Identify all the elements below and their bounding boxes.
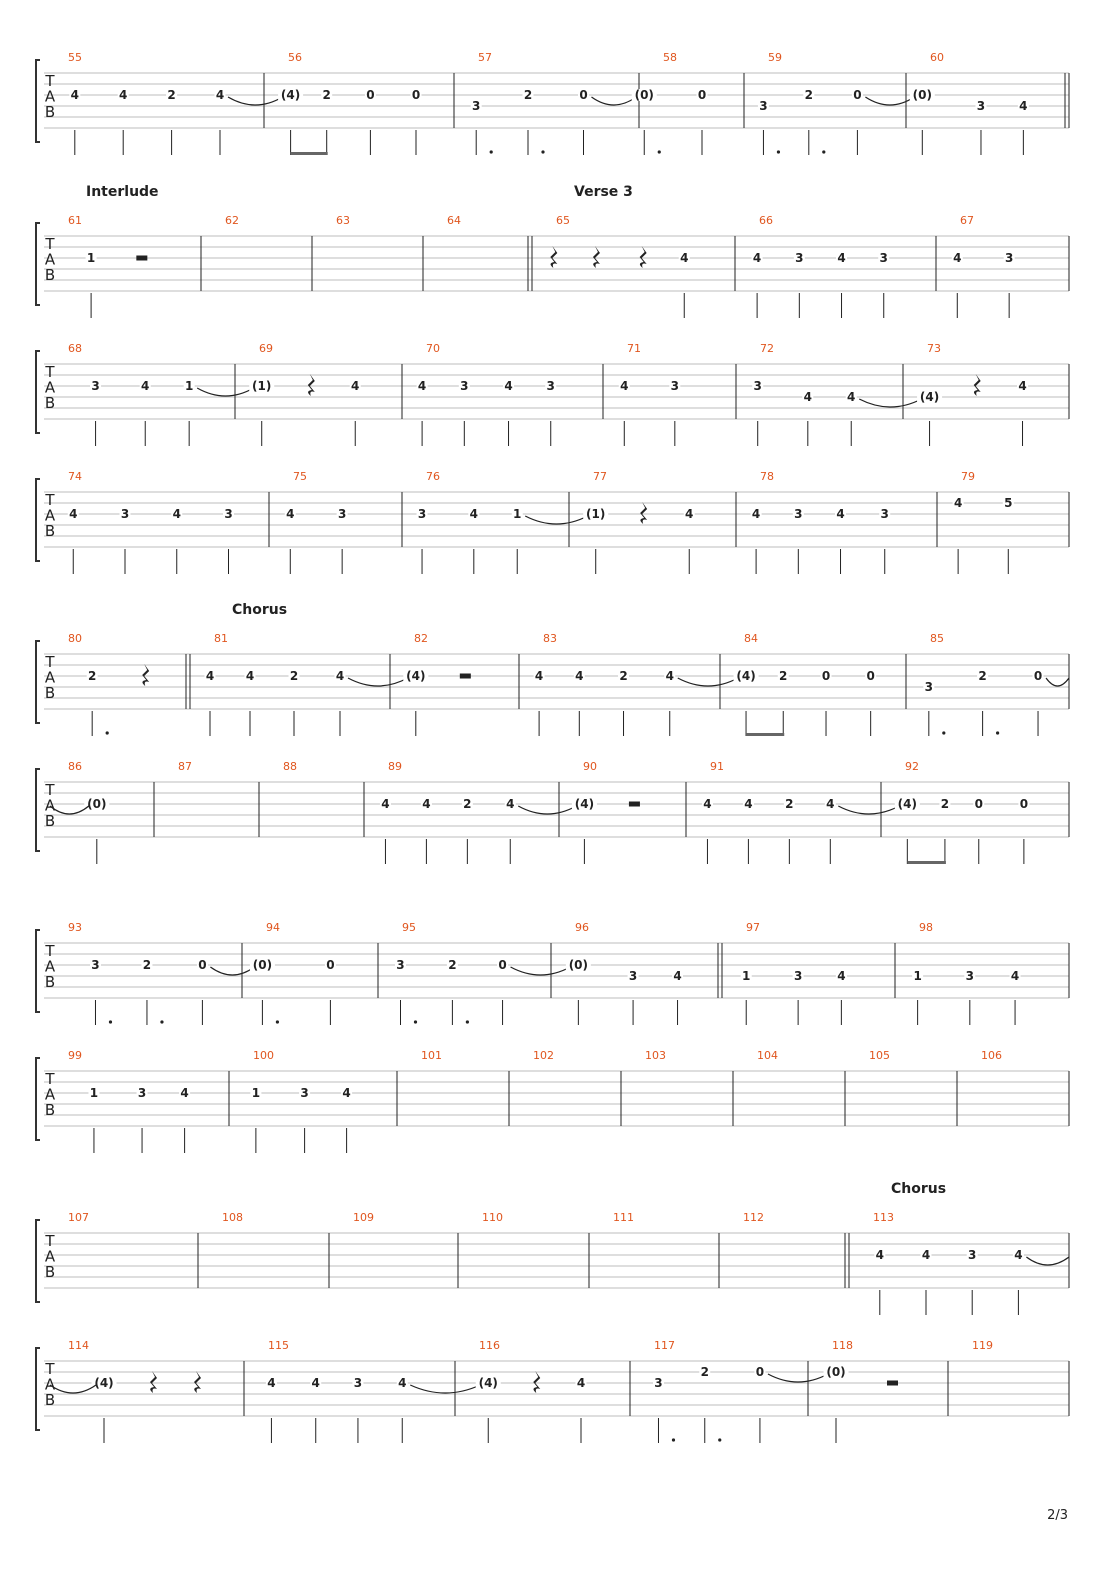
duration-dot xyxy=(160,1020,163,1023)
tie-arc xyxy=(768,1374,828,1382)
measure-number: 83 xyxy=(543,632,557,645)
system-bracket xyxy=(36,223,40,305)
fret-number: (4) xyxy=(897,797,917,811)
tie-arc xyxy=(592,97,637,105)
fret-number: 1 xyxy=(86,251,96,265)
measure-number: 110 xyxy=(482,1211,503,1224)
quarter-rest xyxy=(194,1371,201,1393)
duration-dot xyxy=(414,1020,417,1023)
fret-number: 3 xyxy=(396,958,405,972)
fret-number: 1 xyxy=(742,969,751,983)
measure-number: 59 xyxy=(768,51,782,64)
tie-arc xyxy=(525,516,587,524)
fret-number: (0) xyxy=(252,958,273,972)
tie-arc xyxy=(410,1385,480,1393)
duration-dot xyxy=(109,1020,112,1023)
fret-number: 4 xyxy=(335,669,345,683)
system-bracket xyxy=(36,479,40,561)
quarter-rest xyxy=(640,246,647,268)
tie-arc xyxy=(511,967,571,975)
duration-dot xyxy=(942,731,945,734)
measure-number: 69 xyxy=(259,342,273,355)
fret-number: (4) xyxy=(280,88,301,102)
measure-number: 100 xyxy=(253,1049,274,1062)
measure-number: 76 xyxy=(426,470,440,483)
half-rest xyxy=(136,256,147,261)
fret-number: 3 xyxy=(300,1086,309,1100)
measure-number: 68 xyxy=(68,342,82,355)
fret-number: 3 xyxy=(460,379,469,393)
tab-clef-letter: A xyxy=(44,87,56,106)
duration-dot xyxy=(718,1438,721,1441)
fret-number: 4 xyxy=(620,379,629,393)
measure-number: 78 xyxy=(760,470,774,483)
quarter-rest xyxy=(974,374,981,396)
measure-number: 65 xyxy=(556,214,570,227)
quarter-rest xyxy=(640,502,647,524)
fret-number: 4 xyxy=(1010,969,1020,983)
measure-number: 91 xyxy=(710,760,724,773)
half-rest xyxy=(887,1381,898,1386)
fret-number: (0) xyxy=(87,797,107,811)
measure-number: 70 xyxy=(426,342,440,355)
measure-number: 106 xyxy=(981,1049,1002,1062)
tie-arc xyxy=(50,1385,96,1393)
duration-dot xyxy=(541,150,544,153)
measure-number: 79 xyxy=(961,470,975,483)
measure-number: 107 xyxy=(68,1211,89,1224)
tab-clef-letter: A xyxy=(44,957,56,976)
fret-number: (4) xyxy=(919,390,940,404)
system-bracket xyxy=(36,930,40,1012)
tie-arc xyxy=(348,678,408,686)
tie-arc xyxy=(210,967,254,975)
fret-number: 4 xyxy=(398,1376,407,1390)
measure-number: 86 xyxy=(68,760,82,773)
fret-number: 2 xyxy=(167,88,176,102)
measure-number: 95 xyxy=(402,921,416,934)
fret-number: 4 xyxy=(342,1086,351,1100)
fret-number: 1 xyxy=(913,969,922,983)
duration-dot xyxy=(658,150,661,153)
tie-arc xyxy=(1026,1257,1069,1265)
tab-clef-letter: A xyxy=(44,668,56,687)
system-bracket xyxy=(36,1348,40,1430)
fret-number: 4 xyxy=(69,507,78,521)
fret-number: 3 xyxy=(759,99,768,113)
beam xyxy=(907,861,946,864)
quarter-rest xyxy=(533,1371,540,1393)
tab-clef-letter: B xyxy=(44,266,56,284)
tab-clef-letter: T xyxy=(45,363,55,381)
fret-number: (0) xyxy=(912,88,932,102)
quarter-rest xyxy=(593,246,600,268)
fret-number: (4) xyxy=(736,669,756,683)
duration-dot xyxy=(466,1020,469,1023)
fret-number: 3 xyxy=(137,1086,147,1100)
fret-number: 4 xyxy=(837,969,846,983)
fret-number: 2 xyxy=(785,797,794,811)
fret-number: 4 xyxy=(703,797,712,811)
system-bracket xyxy=(36,769,40,851)
fret-number: 3 xyxy=(794,507,803,521)
fret-number: (1) xyxy=(586,507,606,521)
fret-number: 4 xyxy=(921,1248,931,1262)
measure-number: 103 xyxy=(645,1049,666,1062)
measure-number: 89 xyxy=(388,760,402,773)
fret-number: 3 xyxy=(976,99,986,113)
section-label: Interlude xyxy=(86,184,159,200)
fret-number: 3 xyxy=(753,379,762,393)
fret-number: (4) xyxy=(94,1376,114,1390)
measure-number: 108 xyxy=(222,1211,243,1224)
fret-number: (0) xyxy=(568,958,589,972)
fret-number: 0 xyxy=(579,88,588,102)
fret-number: 4 xyxy=(215,88,225,102)
fret-number: 2 xyxy=(289,669,299,683)
fret-number: 0 xyxy=(821,669,831,683)
fret-number: 4 xyxy=(1018,379,1027,393)
fret-number: 2 xyxy=(142,958,152,972)
measure-number: 74 xyxy=(68,470,82,483)
tie-arc xyxy=(838,806,899,814)
tab-clef-letter: B xyxy=(44,1391,56,1409)
fret-number: 4 xyxy=(504,379,513,393)
tab-clef-letter: T xyxy=(45,1232,55,1250)
tab-clef-letter: B xyxy=(44,973,56,991)
tie-arc xyxy=(50,806,89,814)
fret-number: 2 xyxy=(322,88,331,102)
measure-number: 80 xyxy=(68,632,82,645)
fret-number: 0 xyxy=(366,88,375,102)
tie-arc xyxy=(197,388,254,396)
fret-number: 1 xyxy=(513,507,522,521)
fret-number: (4) xyxy=(574,797,595,811)
fret-number: 4 xyxy=(245,669,255,683)
measure-number: 71 xyxy=(627,342,641,355)
fret-number: 0 xyxy=(411,88,421,102)
fret-number: (4) xyxy=(478,1376,498,1390)
page-number: 2/3 xyxy=(1047,1508,1068,1523)
measure-number: 101 xyxy=(421,1049,442,1062)
fret-number: 4 xyxy=(311,1376,320,1390)
measure-number: 56 xyxy=(288,51,302,64)
fret-number: 4 xyxy=(422,797,431,811)
fret-number: 4 xyxy=(286,507,295,521)
tab-clef-letter: B xyxy=(44,103,56,121)
fret-number: 0 xyxy=(853,88,862,102)
measure-number: 85 xyxy=(930,632,944,645)
tie-arc xyxy=(678,678,738,686)
tie-arc xyxy=(518,806,576,814)
measure-number: 77 xyxy=(593,470,607,483)
half-rest xyxy=(629,802,640,807)
fret-number: 4 xyxy=(506,797,515,811)
fret-number: 4 xyxy=(351,379,360,393)
fret-number: 4 xyxy=(381,797,390,811)
fret-number: 4 xyxy=(575,669,584,683)
duration-dot xyxy=(672,1438,675,1441)
fret-number: 0 xyxy=(326,958,335,972)
fret-number: 3 xyxy=(795,251,804,265)
tab-clef-letter: T xyxy=(45,942,55,960)
fret-number: 3 xyxy=(968,1248,977,1262)
fret-number: 4 xyxy=(665,669,674,683)
tab-clef-letter: A xyxy=(44,378,56,397)
fret-number: 0 xyxy=(755,1365,765,1379)
tab-clef-letter: A xyxy=(44,506,56,525)
tab-clef-letter: T xyxy=(45,1360,55,1378)
tab-clef-letter: B xyxy=(44,1101,56,1119)
measure-number: 99 xyxy=(68,1049,82,1062)
quarter-rest xyxy=(142,664,149,686)
measure-number: 92 xyxy=(905,760,919,773)
fret-number: 4 xyxy=(205,669,215,683)
measure-number: 64 xyxy=(447,214,461,227)
fret-number: 2 xyxy=(463,797,472,811)
duration-dot xyxy=(777,150,780,153)
measure-number: 114 xyxy=(68,1339,89,1352)
fret-number: 4 xyxy=(751,507,761,521)
fret-number: 3 xyxy=(120,507,130,521)
fret-number: 4 xyxy=(417,379,427,393)
section-label: Chorus xyxy=(891,1181,947,1197)
tab-clef-letter: B xyxy=(44,522,56,540)
fret-number: 4 xyxy=(180,1086,189,1100)
fret-number: 2 xyxy=(88,669,97,683)
fret-number: 4 xyxy=(803,390,812,404)
measure-number: 94 xyxy=(266,921,280,934)
fret-number: (0) xyxy=(634,88,654,102)
tab-clef-letter: T xyxy=(45,72,55,90)
measure-number: 102 xyxy=(533,1049,554,1062)
tab-clef-letter: A xyxy=(44,250,56,269)
tab-clef-letter: T xyxy=(45,491,55,509)
duration-dot xyxy=(276,1020,279,1023)
tie-arc xyxy=(865,97,914,105)
measure-number: 104 xyxy=(757,1049,778,1062)
measure-number: 82 xyxy=(414,632,428,645)
fret-number: (4) xyxy=(406,669,426,683)
fret-number: 4 xyxy=(953,496,963,510)
measure-number: 87 xyxy=(178,760,192,773)
fret-number: 2 xyxy=(804,88,813,102)
measure-number: 111 xyxy=(613,1211,634,1224)
measure-number: 90 xyxy=(583,760,597,773)
fret-number: 4 xyxy=(680,251,689,265)
measure-number: 73 xyxy=(927,342,941,355)
fret-number: 0 xyxy=(1033,669,1043,683)
fret-number: 3 xyxy=(628,969,638,983)
measure-number: 62 xyxy=(225,214,239,227)
tab-clef-letter: B xyxy=(44,1263,56,1281)
system-bracket xyxy=(36,1058,40,1140)
fret-number: 4 xyxy=(685,507,694,521)
tie-arc xyxy=(1046,678,1069,686)
measure-number: 81 xyxy=(214,632,228,645)
measure-number: 97 xyxy=(746,921,760,934)
measure-number: 63 xyxy=(336,214,350,227)
measure-number: 57 xyxy=(478,51,492,64)
fret-number: 3 xyxy=(879,251,888,265)
system-bracket xyxy=(36,1220,40,1302)
fret-number: 2 xyxy=(448,958,457,972)
fret-number: 3 xyxy=(224,507,233,521)
measure-number: 72 xyxy=(760,342,774,355)
fret-number: 4 xyxy=(119,88,128,102)
fret-number: 4 xyxy=(953,251,962,265)
quarter-rest xyxy=(308,374,315,396)
system-bracket xyxy=(36,351,40,433)
tab-clef-letter: A xyxy=(44,1375,56,1394)
fret-number: 4 xyxy=(875,1248,884,1262)
fret-number: 4 xyxy=(837,251,846,265)
fret-number: 4 xyxy=(826,797,835,811)
measure-number: 67 xyxy=(960,214,974,227)
fret-number: 4 xyxy=(673,969,682,983)
fret-number: 0 xyxy=(198,958,207,972)
fret-number: 1 xyxy=(89,1086,99,1100)
measure-number: 105 xyxy=(869,1049,890,1062)
fret-number: (0) xyxy=(826,1365,846,1379)
fret-number: 2 xyxy=(523,88,533,102)
measure-number: 113 xyxy=(873,1211,894,1224)
measure-number: 115 xyxy=(268,1339,289,1352)
quarter-rest xyxy=(550,246,557,268)
fret-number: 3 xyxy=(965,969,974,983)
fret-number: 0 xyxy=(1019,797,1029,811)
measure-number: 88 xyxy=(283,760,297,773)
tab-clef-letter: B xyxy=(44,684,56,702)
fret-number: 4 xyxy=(141,379,150,393)
fret-number: 3 xyxy=(417,507,427,521)
fret-number: 2 xyxy=(700,1365,709,1379)
system-bracket xyxy=(36,60,40,142)
fret-number: 0 xyxy=(697,88,707,102)
fret-number: 4 xyxy=(836,507,845,521)
tab-clef-letter: A xyxy=(44,1247,56,1266)
fret-number: 4 xyxy=(469,507,478,521)
duration-dot xyxy=(490,150,493,153)
measure-number: 112 xyxy=(743,1211,764,1224)
fret-number: 2 xyxy=(779,669,788,683)
tab-clef-letter: B xyxy=(44,394,56,412)
fret-number: 3 xyxy=(1004,251,1014,265)
tab-clef-letter: T xyxy=(45,235,55,253)
measure-number: 117 xyxy=(654,1339,675,1352)
tab-clef-letter: A xyxy=(44,796,56,815)
measure-number: 116 xyxy=(479,1339,500,1352)
fret-number: 0 xyxy=(498,958,507,972)
measure-number: 96 xyxy=(575,921,589,934)
fret-number: 4 xyxy=(534,669,544,683)
half-rest xyxy=(460,674,471,679)
fret-number: 3 xyxy=(670,379,679,393)
measure-number: 75 xyxy=(293,470,307,483)
measure-number: 66 xyxy=(759,214,773,227)
fret-number: 4 xyxy=(267,1376,276,1390)
measure-number: 61 xyxy=(68,214,82,227)
fret-number: 4 xyxy=(847,390,856,404)
system-bracket xyxy=(36,641,40,723)
fret-number: 4 xyxy=(744,797,753,811)
fret-number: 5 xyxy=(1004,496,1013,510)
duration-dot xyxy=(106,731,109,734)
fret-number: 3 xyxy=(337,507,347,521)
tie-arc xyxy=(859,399,921,407)
measure-number: 109 xyxy=(353,1211,374,1224)
measure-number: 93 xyxy=(68,921,82,934)
fret-number: 4 xyxy=(752,251,762,265)
fret-number: 3 xyxy=(91,958,100,972)
fret-number: 0 xyxy=(866,669,875,683)
fret-number: 2 xyxy=(619,669,628,683)
fret-number: 4 xyxy=(1014,1248,1023,1262)
fret-number: 3 xyxy=(91,379,100,393)
section-label: Verse 3 xyxy=(574,184,633,200)
fret-number: 2 xyxy=(940,797,950,811)
measure-number: 119 xyxy=(972,1339,993,1352)
measure-number: 118 xyxy=(832,1339,853,1352)
fret-number: (1) xyxy=(252,379,272,393)
fret-number: 3 xyxy=(472,99,481,113)
fret-number: 4 xyxy=(576,1376,586,1390)
fret-number: 3 xyxy=(353,1376,363,1390)
duration-dot xyxy=(996,731,999,734)
tab-clef-letter: T xyxy=(45,781,55,799)
beam xyxy=(746,733,784,736)
duration-dot xyxy=(822,150,825,153)
fret-number: 3 xyxy=(654,1376,663,1390)
tie-arc xyxy=(228,97,283,105)
tab-clef-letter: T xyxy=(45,653,55,671)
fret-number: 3 xyxy=(793,969,803,983)
fret-number: 3 xyxy=(546,379,555,393)
fret-number: 4 xyxy=(172,507,181,521)
section-label: Chorus xyxy=(232,602,288,618)
fret-number: 3 xyxy=(924,680,933,694)
fret-number: 3 xyxy=(880,507,889,521)
quarter-rest xyxy=(150,1371,157,1393)
tab-clef-letter: B xyxy=(44,812,56,830)
fret-number: 4 xyxy=(70,88,79,102)
tab-clef-letter: A xyxy=(44,1085,56,1104)
measure-number: 60 xyxy=(930,51,944,64)
fret-number: 0 xyxy=(974,797,983,811)
measure-number: 98 xyxy=(919,921,933,934)
measure-number: 58 xyxy=(663,51,677,64)
fret-number: 4 xyxy=(1019,99,1028,113)
fret-number: 1 xyxy=(184,379,194,393)
tab-clef-letter: T xyxy=(45,1070,55,1088)
measure-number: 55 xyxy=(68,51,82,64)
fret-number: 2 xyxy=(978,669,987,683)
beam xyxy=(291,152,328,155)
measure-number: 84 xyxy=(744,632,758,645)
fret-number: 1 xyxy=(251,1086,261,1100)
